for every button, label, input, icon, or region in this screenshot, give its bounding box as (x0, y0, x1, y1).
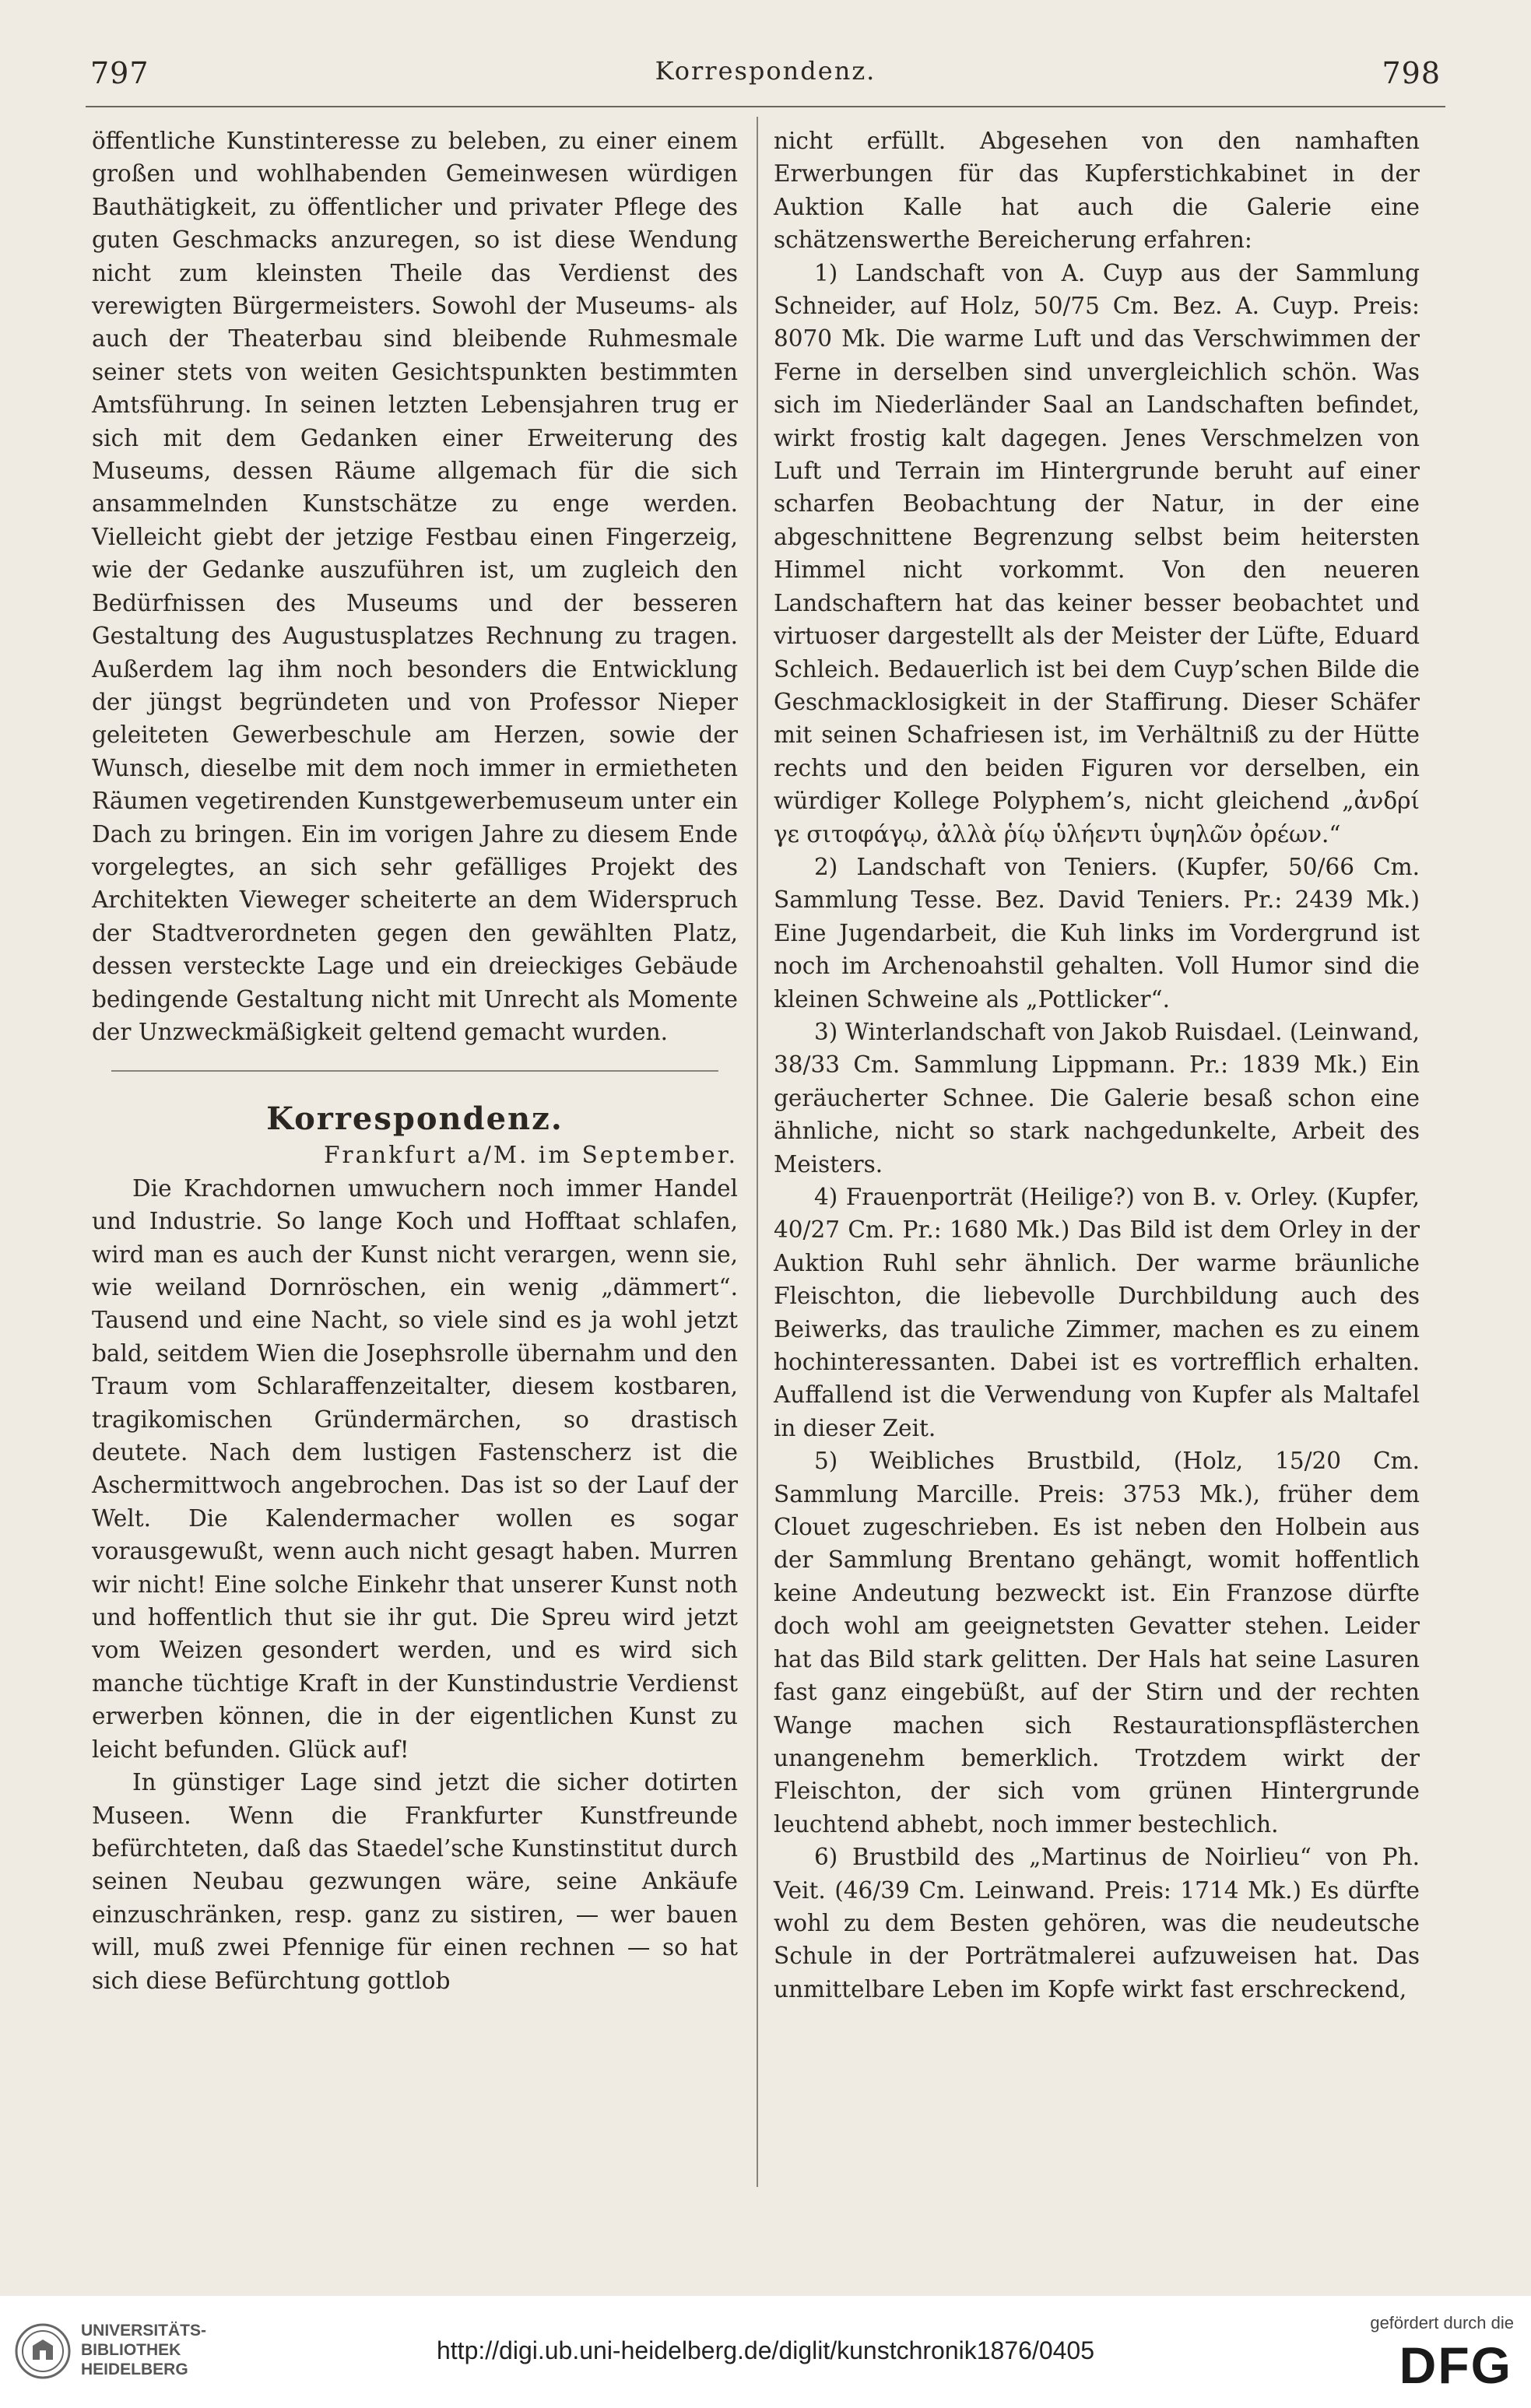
list-item-1: 1) Landschaft von A. Cuyp aus der Sammlung Schneider, auf Holz, 50/75 Cm. Bez. A. Cuyp. Preis: 8070 Mk. Die warme Luft und das Verschwimmen der Ferne in derselben sind unvergleichlich schön. Was sich im Niederländer Saal an Landschaften befindet, wirkt frostig kalt dagegen. Jenes Verschmelzen von Luft und Terrain im Hintergrunde beruht auf einer scharfen Beobachtung der Natur, in der eine abgeschnittene Begrenzung selbst beim heitersten Himmel nicht vorkommt. Von den neueren Landschaftern hat das keiner besser beobachtet und virtuoser dargestellt als der Meister der Lüfte, Eduard Schleich. Bedauerlich ist bei dem Cuyp’schen Bilde die Geschmacklosigkeit in der Staffirung. Dieser Schäfer mit seinen Schafriesen ist, im Verhältniß zu der Hütte rechts und den beiden Figuren vor derselben, ein würdiger Kollege Polyphem’s, nicht gleichend „ἀνδρί γε σιτοφάγῳ, ἀλλὰ ῥίῳ ὑλήεντι ὑψηλῶν ὀρέων.“ (774, 259, 1420, 848)
page-number-left: 797 (90, 56, 149, 90)
left-column (92, 125, 738, 1997)
header-rule (86, 106, 1445, 107)
dateline: Frankfurt a/M. im September. (324, 1142, 738, 1169)
sponsor-label: gefördert durch die (1370, 2313, 1514, 2333)
left-paragraph-1: öffentliche Kunstinteresse zu beleben, zu einer einem großen und wohlhabenden Gemeinwesen würdigen Bauthätigkeit, zu öffentlicher und privater Pflege des guten Geschmacks anzuregen, so ist diese Wendung nicht zum kleinsten Theile das Verdienst des verewigten Bürgermeisters. Sowohl der Museums- als auch der Theaterbau sind bleibende Ruhmesmale seiner stets von weiten Gesichtspunkten bestimmten Amtsführung. In seinen letzten Lebensjahren trug er sich mit dem Gedanken einer Erweiterung des Museums, dessen Räume allgemach für die sich ansammelnden Kunstschätze zu enge werden. Vielleicht giebt der jetzige Festbau einen Fingerzeig, wie der Gedanke auszuführen ist, um zugleich den Bedürfnissen des Museums und der besseren Gestaltung des Augustusplatzes Rechnung zu tragen. Außerdem lag ihm noch besonders die Entwicklung der jüngst begründeten und von Professor Nieper geleiteten Gewerbeschule am Herzen, sowie der Wunsch, dieselbe mit dem noch immer in ermietheten Räumen vegetirenden Kunstgewerbemuseum unter ein Dach zu bringen. Ein im vorigen Jahre zu diesem Ende vorgelegtes, an sich sehr gefälliges Projekt des Architekten Vieweger scheiterte an dem Widerspruch der Stadtverordneten gegen den gewählten Platz, dessen versteckte Lage und ein dreieckiges Gebäude bedingende Gestaltung nicht mit Unrecht als Momente der Unzweckmäßigkeit geltend gemacht wurden. (92, 128, 738, 1045)
list-item-3: 3) Winterlandschaft von Jakob Ruisdael. (Leinwand, 38/33 Cm. Sammlung Lippmann. Pr.: 1839 Mk.) Ein geräucherter Schnee. Die Galerie besaß schon eine ähnliche, nicht so stark nachgedunkelte, Arbeit des Meisters. (774, 1018, 1420, 1178)
right-column (774, 125, 1420, 2006)
institution-line-2: BIBLIOTHEK (81, 2341, 181, 2359)
source-url (0, 2336, 1531, 2365)
dfg-logo (1374, 2340, 1514, 2388)
section-rule (111, 1070, 718, 1072)
running-head (86, 56, 1445, 103)
institution-line-1: UNIVERSITÄTS- (81, 2322, 207, 2340)
sponsor (1319, 2313, 1514, 2392)
right-paragraph-1: nicht erfüllt. Abgesehen von den namhaften Erwerbungen für das Kupferstichkabinet in der Auktion Kalle hat auch die Galerie eine schätzenswerthe Bereicherung erfahren: (774, 128, 1420, 254)
page-number-right: 798 (1382, 56, 1441, 90)
dfg-logo-text: DFG (1399, 2340, 1512, 2388)
institution-line-3: HEIDELBERG (81, 2361, 188, 2378)
footer-bar (0, 2296, 1531, 2408)
section-title: Korrespondenz. (266, 1100, 564, 1138)
column-divider (757, 117, 758, 2187)
list-item-6: 6) Brustbild des „Martinus de Noirlieu“ von Ph. Veit. (46/39 Cm. Leinwand. Preis: 1714 Mk.) Es dürfte wohl zu dem Besten gehören, was die neudeutsche Schule in der Porträtmalerei aufzuweisen hat. Das unmittelbare Leben im Kopfe wirkt fast erschreckend, (774, 1844, 1420, 2003)
left-paragraph-2: Die Krachdornen umwuchern noch immer Handel und Industrie. So lange Koch und Hofftaat schlafen, wird man es auch der Kunst nicht verargen, wenn sie, wie weiland Dornröschen, ein wenig „dämmert“. Tausend und eine Nacht, so viele sind es ja wohl jetzt bald, seitdem Wien die Josephsrolle übernahm und den Traum vom Schlaraffenzeitalter, diesem kostbaren, tragikomischen Gründermärchen, so drastisch deutete. Nach dem lustigen Fastenscherz ist die Aschermittwoch angebrochen. Das ist so der Lauf der Welt. Die Kalendermacher wollen es sogar vorausgewußt, wenn auch nicht gesagt haben. Murren wir nicht! Eine solche Einkehr that unserer Kunst noth und hoffentlich thut sie ihr gut. Die Spreu wird jetzt vom Weizen gesondert werden, und es wird sich manche tüchtige Kraft in der Kunstindustrie Verdienst erwerben können, die in der eigentlichen Kunst zu leicht befunden. Glück auf! (92, 1174, 738, 1763)
running-title: Korrespondenz. (655, 56, 876, 86)
list-item-2: 2) Landschaft von Teniers. (Kupfer, 50/66 Cm. Sammlung Tesse. Bez. David Teniers. Pr.: 2439 Mk.) Eine Jugendarbeit, die Kuh links im Vordergrund ist noch im Archenoahstil gehalten. Voll Humor sind die kleinen Schweine als „Pottlicker“. (774, 853, 1420, 1013)
source-url-link[interactable]: http://digi.ub.uni-heidelberg.de/diglit/kunstchronik1876/0405 (436, 2336, 1095, 2364)
list-item-5: 5) Weibliches Brustbild, (Holz, 15/20 Cm. Sammlung Marcille. Preis: 3753 Mk.), früher dem Clouet zugeschrieben. Es ist neben den Holbein aus der Sammlung Brentano gehängt, womit hoffentlich keine Andeutung bezweckt ist. Ein Franzose dürfte doch wohl am geeignetsten Gevatter stehen. Leider hat das Bild stark gelitten. Der Hals hat seine Lasuren fast ganz eingebüßt, auf der Stirn und der rechten Wange machen sich Restaurationspflästerchen unangenehm bemerklich. Trotzdem wirkt der Fleischton, der sich vom grünen Hintergrunde leuchtend abhebt, noch immer bestechlich. (774, 1448, 1420, 1838)
left-paragraph-3: In günstiger Lage sind jetzt die sicher dotirten Museen. Wenn die Frankfurter Kunstfreunde befürchteten, daß das Staedel’sche Kunstinstitut durch seinen Neubau gezwungen wäre, seine Ankäufe einzuschränken, resp. ganz zu sistiren, — wer bauen will, muß zwei Pfennige für einen rechnen — so hat sich diese Befürchtung gottlob (92, 1769, 738, 1994)
list-item-4: 4) Frauenporträt (Heilige?) von B. v. Orley. (Kupfer, 40/27 Cm. Pr.: 1680 Mk.) Das Bild ist dem Orley in der Auktion Ruhl sehr ähnlich. Der warme bräunliche Fleischton, die liebevolle Durchbildung auch des Beiwerks, das trauliche Zimmer, machen es zu einem hochinteressanten. Dabei ist es vortrefflich erhalten. Auffallend ist die Verwendung von Kupfer als Maltafel in dieser Zeit. (774, 1184, 1420, 1441)
